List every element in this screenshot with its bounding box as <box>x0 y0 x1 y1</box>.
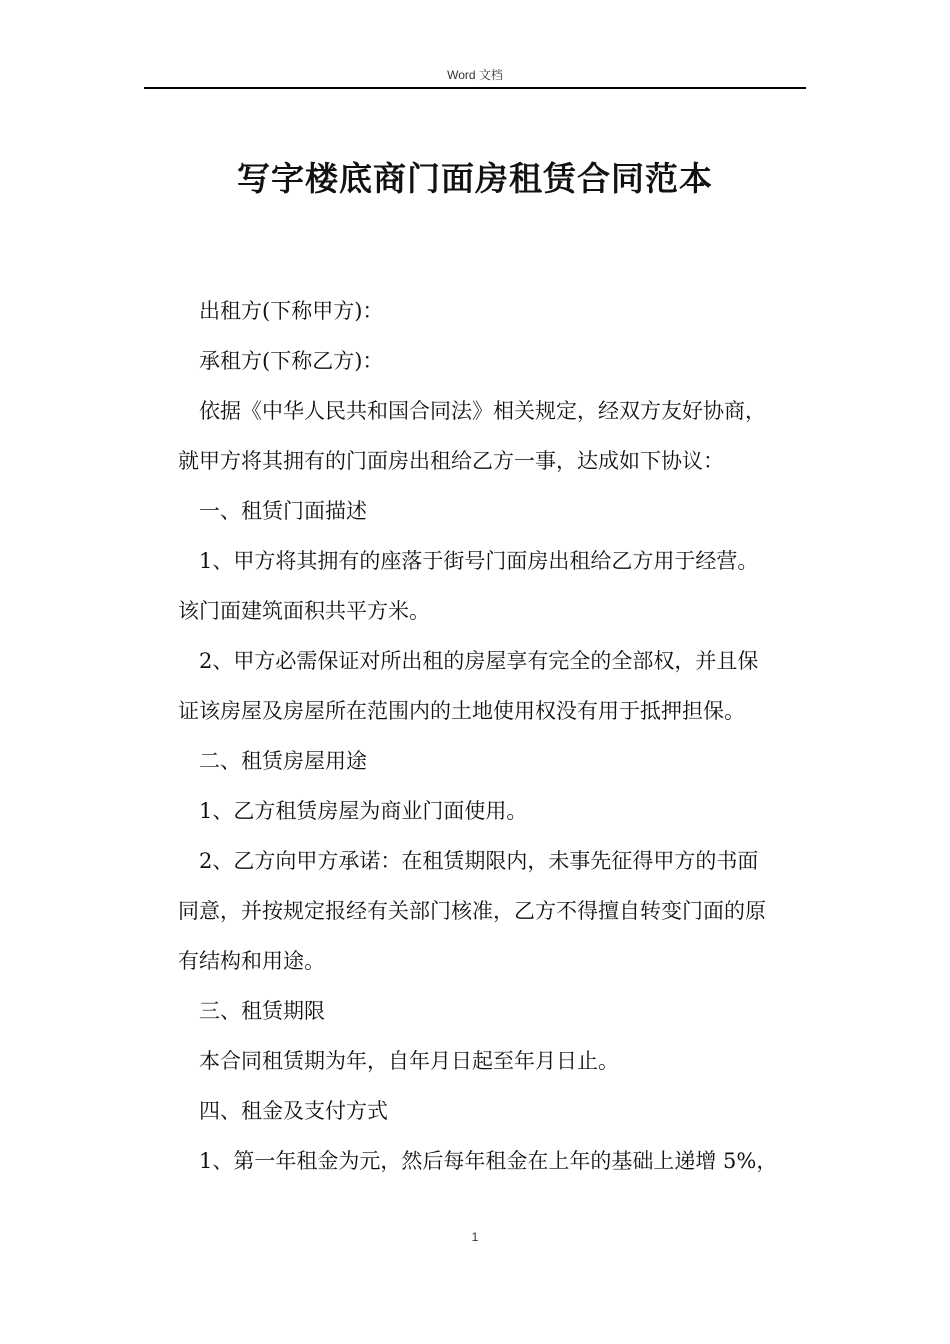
document-title: 写字楼底商门面房租赁合同范本 <box>237 159 713 198</box>
text-line: 2、甲方必需保证对所出租的房屋享有完全的全部权，并且保 <box>199 649 759 673</box>
text-line-preamble: 依据《中华人民共和国合同法》相关规定，经双方友好协商， <box>199 399 766 423</box>
text-line-preamble-cont: 就甲方将其拥有的门面房出租给乙方一事，达成如下协议： <box>178 449 724 473</box>
section-heading-1: 一、租赁门面描述 <box>199 499 367 523</box>
text-line: 同意，并按规定报经有关部门核准，乙方不得擅自转变门面的原 <box>178 899 766 923</box>
header-divider <box>144 87 806 89</box>
text-line-lessee: 承租方(下称乙方)： <box>199 349 384 373</box>
text-line: 1、甲方将其拥有的座落于街号门面房出租给乙方用于经营。 <box>199 549 759 573</box>
text-line-lessor: 出租方(下称甲方)： <box>199 299 384 323</box>
text-line: 1、乙方租赁房屋为商业门面使用。 <box>199 799 528 823</box>
text-line: 1、第一年租金为元，然后每年租金在上年的基础上递增 5%， <box>199 1149 778 1173</box>
text-line: 2、乙方向甲方承诺：在租赁期限内，未事先征得甲方的书面 <box>199 849 759 873</box>
text-line: 该门面建筑面积共平方米。 <box>178 599 430 623</box>
section-heading-4: 四、租金及支付方式 <box>199 1099 388 1123</box>
page-header: Word 文档 <box>447 68 503 82</box>
document-body <box>178 286 808 1186</box>
section-heading-3: 三、租赁期限 <box>199 999 325 1023</box>
section-heading-2: 二、租赁房屋用途 <box>199 749 367 773</box>
text-line: 证该房屋及房屋所在范围内的土地使用权没有用于抵押担保。 <box>178 699 745 723</box>
text-line: 有结构和用途。 <box>178 949 325 973</box>
text-line: 本合同租赁期为年，自年月日起至年月日止。 <box>199 1049 619 1073</box>
page-number: 1 <box>471 1230 479 1244</box>
